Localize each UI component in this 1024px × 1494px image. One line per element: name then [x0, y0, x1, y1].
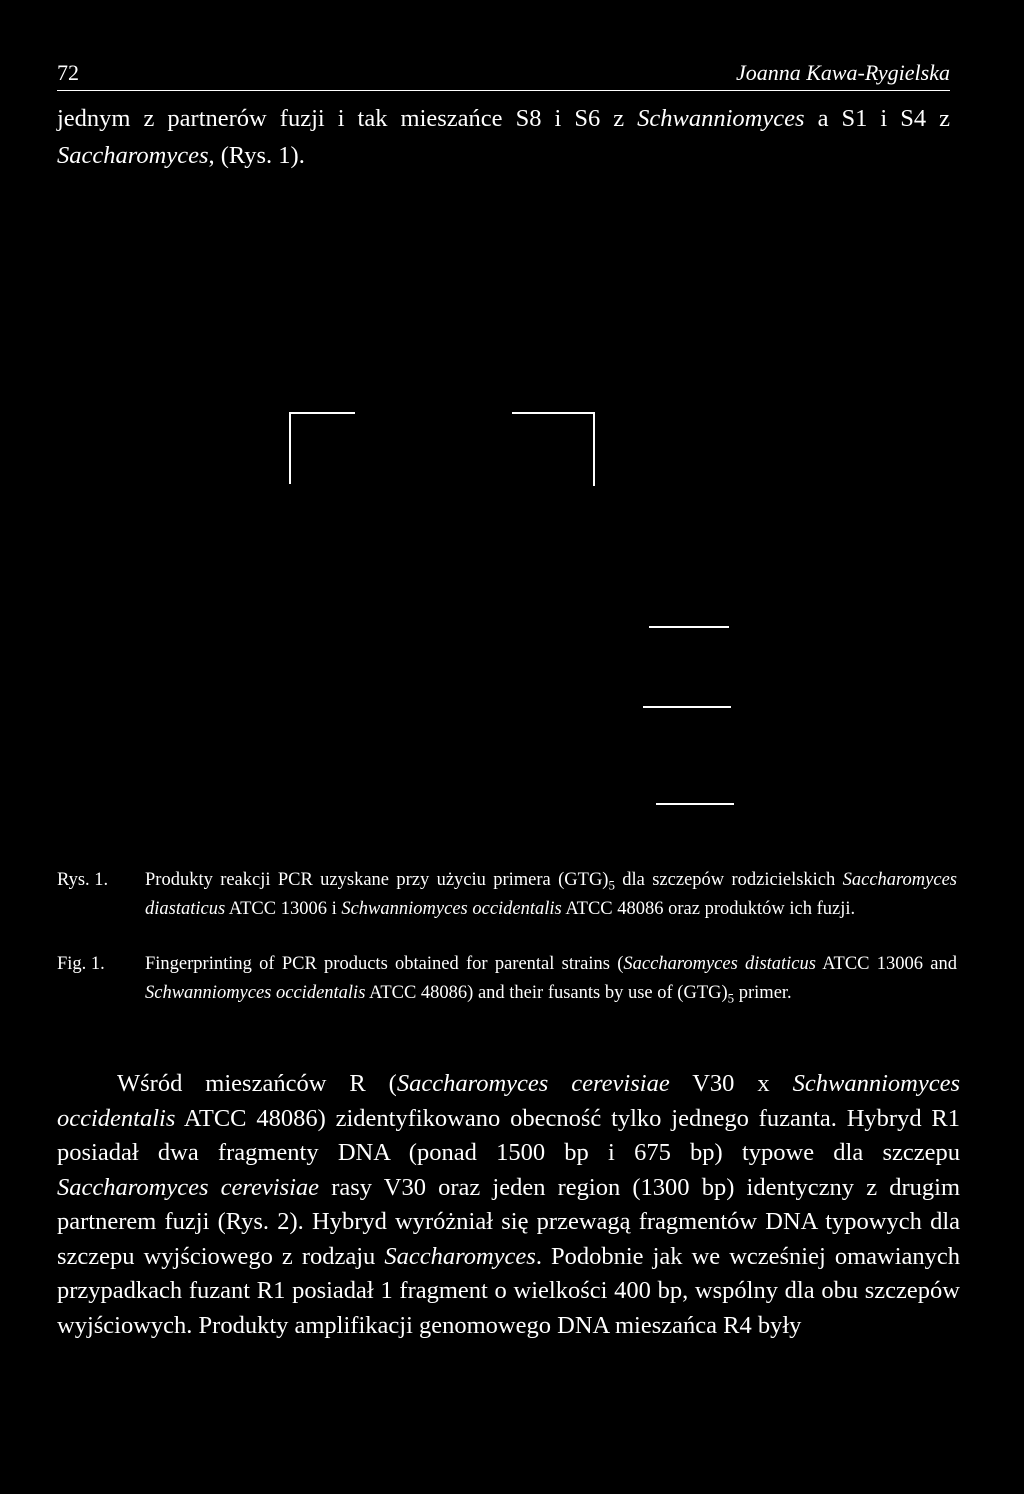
- caption-text: Produkty reakcji PCR uzyskane przy użyciu primera $(GTG)_5$ dla szczepów rodzicielskich Saccharomyces diastaticus ATCC 13006 i Schwanniomyces occidentalis ATCC 48086 oraz produktów ich fuzji.: [145, 870, 957, 919]
- bracket-left-side: [289, 412, 291, 484]
- running-head: [57, 60, 950, 90]
- bracket-right-side: [593, 412, 595, 486]
- figure-caption-polish: [57, 866, 957, 924]
- figure-gel-image: [0, 400, 1024, 820]
- page-number: 72: [57, 60, 79, 85]
- caption-text: Fingerprinting of PCR products obtained for parental strains (Saccharomyces distaticus ATCC 13006 and Schwanniomyces occidentalis ATCC 48086) and their fusants by use of $(GTG)_5$ primer.: [145, 954, 957, 1006]
- caption-label: Rys. 1.: [57, 870, 109, 890]
- running-head-author: Joanna Kawa-Rygielska: [735, 60, 950, 85]
- bracket-left-top: [289, 412, 355, 414]
- marker-line-3: [656, 803, 734, 805]
- caption-label: Fig. 1.: [57, 954, 105, 974]
- intro-paragraph: jednym z partnerów fuzji i tak mieszańce S8 i S6 z Schwanniomyces a S1 i S4 z Saccharomyces, (Rys. 1).: [57, 105, 951, 169]
- marker-line-1: [649, 626, 729, 628]
- figure-caption-english: [57, 950, 957, 1008]
- body-paragraph: Wśród mieszańców R (Saccharomyces cerevisiae V30 x Schwanniomyces occidentalis ATCC 48086) zidentyfikowano obecność tylko jednego fuzanta. Hybryd R1 posiadał dwa fragmenty DNA (ponad 1500 bp i 675 bp) typowe dla szczepu Saccharomyces cerevisiae rasy V30 oraz jeden region (1300 bp) identyczny z drugim partnerem fuzji (Rys. 2). Hybryd wyróżniał się przewagą fragmentów DNA typowych dla szczepu wyjściowego z rodzaju Saccharomyces. Podobnie jak we wcześniej omawianych przypadkach fuzant R1 posiadał 1 fragment o wielkości 400 bp, wspólny dla obu szczepów wyjściowych. Produkty amplifikacji genomowego DNA mieszańca R4 były: [57, 1070, 961, 1339]
- header-rule: [57, 90, 950, 91]
- marker-line-2: [643, 706, 731, 708]
- bracket-right-top: [512, 412, 595, 414]
